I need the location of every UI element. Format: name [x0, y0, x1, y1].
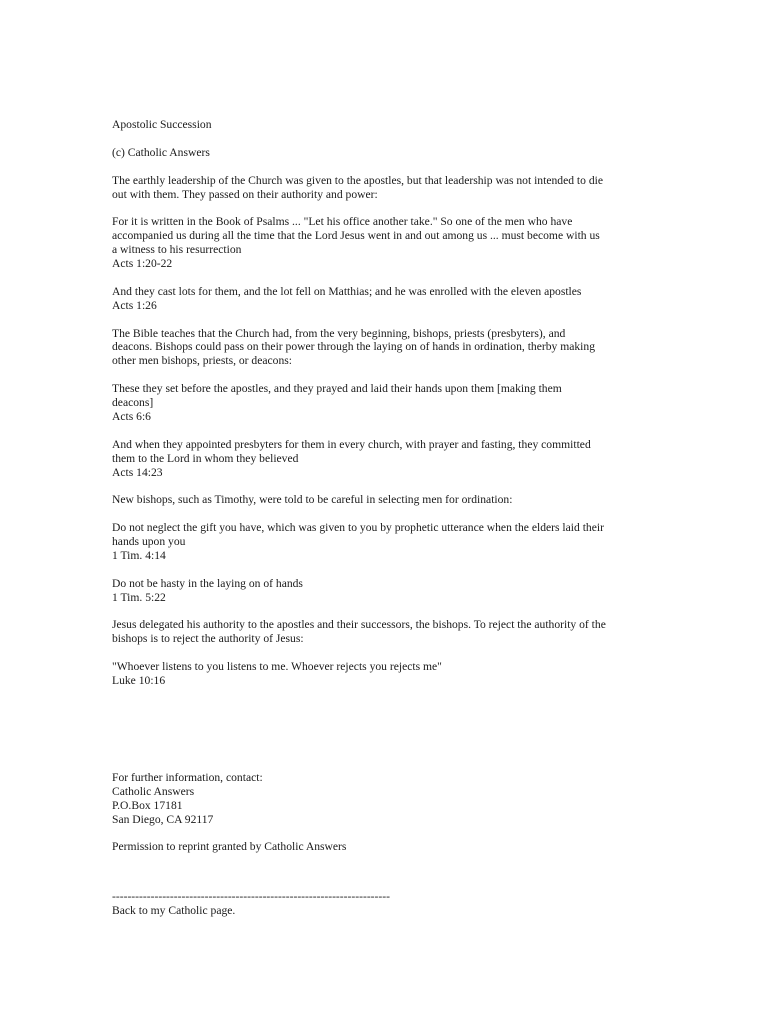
spacer [112, 868, 658, 890]
paragraph [112, 577, 658, 605]
paragraph [112, 438, 658, 480]
paragraph-line: New bishops, such as Timothy, were told to be careful in selecting men for ordination: [112, 493, 513, 507]
paragraph [112, 327, 658, 369]
paragraph-line: Acts 6:6 [112, 409, 151, 423]
paragraph-line: 1 Tim. 5:22 [112, 590, 166, 604]
paragraph [112, 285, 658, 313]
paragraph [112, 618, 658, 646]
paragraph-line: And they cast lots for them, and the lot fell on Matthias; and he was enrolled with the eleven apostles [112, 284, 582, 298]
paragraph [112, 174, 658, 202]
paragraph-line: them to the Lord in whom they believed [112, 451, 299, 465]
paragraph-line: bishops is to reject the authority of Jesus: [112, 632, 304, 646]
copyright-line: (c) Catholic Answers [112, 145, 210, 159]
paragraph-line: other men bishops, priests, or deacons: [112, 354, 292, 368]
paragraph-line: Acts 1:20-22 [112, 257, 173, 271]
paragraph-line: Acts 1:26 [112, 298, 157, 312]
paragraph-line: Jesus delegated his authority to the apostles and their successors, the bishops. To reject the authority of the [112, 618, 606, 632]
paragraph-line: Do not be hasty in the laying on of hands [112, 576, 303, 590]
paragraph-line: The Bible teaches that the Church had, from the very beginning, bishops, priests (presbyters), and [112, 326, 566, 340]
back-link[interactable]: Back to my Catholic page. [112, 904, 236, 918]
paragraph [112, 382, 658, 424]
spacer [112, 702, 658, 771]
paragraph [112, 521, 658, 563]
paragraph [112, 660, 658, 688]
paragraph-line: deacons] [112, 396, 154, 410]
paragraph-line: 1 Tim. 4:14 [112, 548, 166, 562]
paragraph-line: Luke 10:16 [112, 674, 166, 688]
contact-line: P.O.Box 17181 [112, 798, 183, 812]
paragraph [112, 493, 658, 507]
paragraph-line: hands upon you [112, 535, 186, 549]
paragraph-line: And when they appointed presbyters for them in every church, with prayer and fasting, they committed [112, 437, 591, 451]
permission-note: Permission to reprint granted by Catholic Answers [112, 840, 347, 854]
document-body [112, 118, 658, 918]
paragraph-line: accompanied us during all the time that the Lord Jesus went in and out among us ... must become with us [112, 229, 600, 243]
paragraph-line: "Whoever listens to you listens to me. Whoever rejects you rejects me" [112, 660, 442, 674]
contact-line: Catholic Answers [112, 784, 195, 798]
contact-line: San Diego, CA 92117 [112, 812, 214, 826]
paragraph-line: Acts 14:23 [112, 465, 163, 479]
paragraph-line: The earthly leadership of the Church was given to the apostles, but that leadership was not intended to die [112, 173, 603, 187]
paragraph [112, 215, 658, 271]
contact-line: For further information, contact: [112, 770, 263, 784]
paragraph-list [112, 174, 658, 688]
paragraph-line: out with them. They passed on their authority and power: [112, 187, 378, 201]
divider-line: ------------------------------------------------------------------------ [112, 890, 390, 904]
paragraph-line: a witness to his resurrection [112, 243, 242, 257]
paragraph-line: deacons. Bishops could pass on their power through the laying on of hands in ordination, therby making [112, 340, 595, 354]
paragraph-line: These they set before the apostles, and they prayed and laid their hands upon them [making them [112, 382, 562, 396]
paragraph-line: Do not neglect the gift you have, which was given to you by prophetic utterance when the elders laid their [112, 521, 604, 535]
paragraph-line: For it is written in the Book of Psalms ... "Let his office another take." So one of the men who have [112, 215, 573, 229]
document-title: Apostolic Succession [112, 118, 212, 131]
contact-block [112, 771, 658, 827]
